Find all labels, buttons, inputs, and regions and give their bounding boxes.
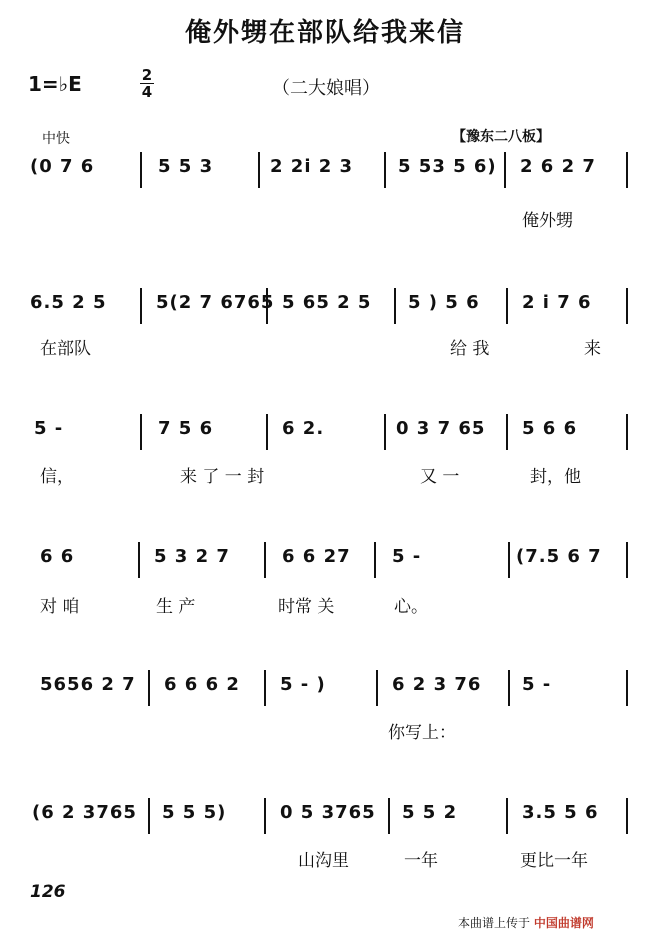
lyric: 给 我	[450, 339, 490, 359]
measure: 0 5 3765	[280, 802, 376, 823]
key-signature: 1=♭E	[28, 72, 82, 96]
measure: 0 3 7 65	[396, 418, 486, 439]
measure: 6 2 3 76	[392, 674, 482, 695]
measure: 5 65 2 5	[282, 292, 372, 313]
watermark	[458, 914, 594, 931]
meter-bottom: 4	[141, 83, 153, 101]
lyric: 对 咱	[40, 597, 80, 617]
lyric: 你写上：	[388, 723, 456, 743]
measure: 5656 2 7	[40, 674, 136, 695]
lyric: 一年	[404, 851, 438, 871]
score-title: 俺外甥在部队给我来信	[184, 18, 465, 48]
lyric-line-6	[0, 846, 650, 876]
lyric: 生 产	[156, 597, 196, 617]
measure: 5 - )	[280, 674, 326, 695]
measure: 6 6 27	[282, 546, 351, 567]
notation-line-5	[0, 666, 650, 724]
measure: 5 5 5)	[162, 802, 227, 823]
lyric-line-2	[0, 334, 650, 364]
measure: 2 2i 2 3	[270, 156, 354, 177]
lyric: 心。	[394, 597, 428, 617]
measure: 6.5 2 5	[30, 292, 107, 313]
measure: (6 2 3765	[32, 802, 137, 823]
lyric: 在部队	[40, 339, 91, 359]
lyric: 更比一年	[520, 851, 588, 871]
measure: 5 5 2	[402, 802, 458, 823]
measure: 2 6 2 7	[520, 156, 596, 177]
lyric: 俺外甥	[522, 211, 573, 231]
notation-line-3	[0, 410, 650, 468]
measure: 6 2.	[282, 418, 325, 439]
measure: 5 6 6	[522, 418, 578, 439]
lyric: 来	[584, 339, 601, 359]
notation-line-1	[0, 148, 650, 206]
style-marking: 【豫东二八板】	[452, 129, 550, 145]
notation-line-6	[0, 794, 650, 852]
watermark-prefix: 本曲谱上传于	[458, 916, 531, 930]
time-signature	[140, 68, 154, 99]
measure: 7 5 6	[158, 418, 214, 439]
measure: 3.5 5 6	[522, 802, 599, 823]
measure: (7.5 6 7	[516, 546, 602, 567]
singer-note: （二大娘唱）	[272, 78, 380, 99]
lyric-line-1	[0, 206, 650, 236]
measure: 5 ) 5 6	[408, 292, 480, 313]
measure: 5 3 2 7	[154, 546, 230, 567]
watermark-brand[interactable]: 中国曲谱网	[533, 916, 594, 930]
lyric-line-4	[0, 592, 650, 622]
tempo-marking: 中快	[42, 131, 70, 147]
lyric-line-3	[0, 462, 650, 492]
lyric: 来 了 一 封	[180, 467, 265, 487]
lyric: 时常 关	[278, 597, 335, 617]
page-number: 126	[30, 882, 66, 902]
measure: 2 i 7 6	[522, 292, 592, 313]
measure: 6 6 6 2	[164, 674, 240, 695]
measure: 5 5 3	[158, 156, 214, 177]
lyric: 又 一	[420, 467, 460, 487]
lyric: 封，他	[530, 467, 581, 487]
measure: 5 -	[392, 546, 422, 567]
notation-line-4	[0, 538, 650, 596]
measure: 5 53 5 6)	[398, 156, 497, 177]
measure: 5(2 7 6765	[156, 292, 275, 313]
meter-top: 2	[141, 66, 153, 84]
measure: 5 -	[34, 418, 64, 439]
measure: 5 -	[522, 674, 552, 695]
lyric-line-5	[0, 718, 650, 748]
lyric: 信，	[40, 467, 74, 487]
lyric: 山沟里	[298, 851, 349, 871]
measure: 6 6	[40, 546, 75, 567]
measure: (0 7 6	[30, 156, 95, 177]
